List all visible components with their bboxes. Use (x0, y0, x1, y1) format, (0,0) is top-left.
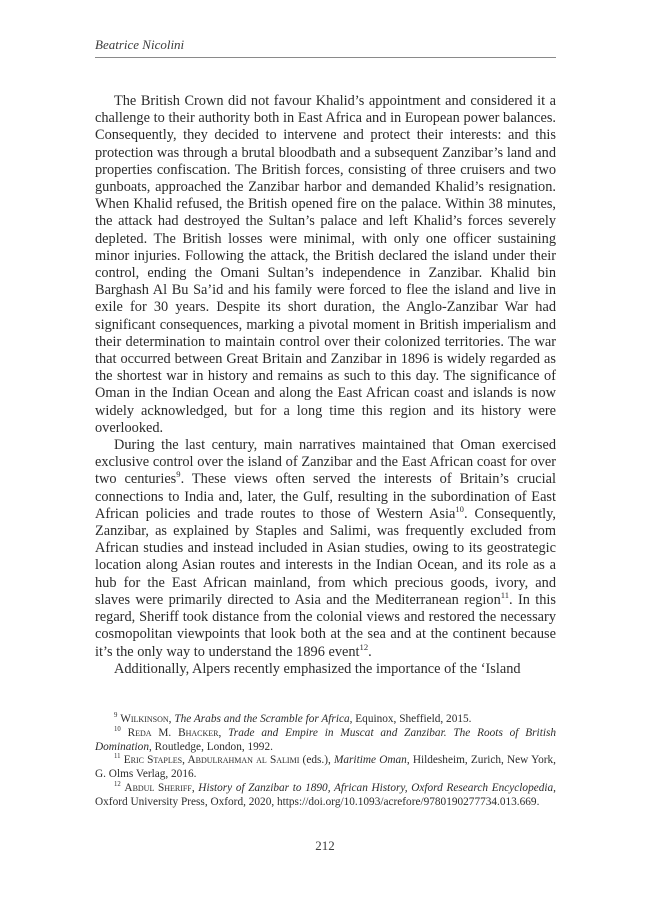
footnote-ref-11[interactable]: 11 (500, 590, 510, 601)
footnote-12 (95, 782, 556, 810)
footnote-author: Eric Staples, Abdulrahman al Salimi (123, 754, 300, 767)
footnote-10 (95, 727, 556, 755)
footnote-title: Maritime Oman (333, 754, 407, 767)
footnote-ref-12[interactable]: 12 (359, 641, 369, 652)
footnote-number: 11 (114, 753, 121, 761)
footnote-number: 9 (114, 712, 118, 720)
body-text (95, 93, 556, 678)
footnote-number: 10 (114, 726, 121, 734)
paragraph-2-text: . Consequently, Zanzibar, as explained by Staples and Salimi, was frequently excluded from African studies and instead included in Asian studies, owing to its geostrategic location along Asian routes and interests in the Indian Ocean, and its role as a hub for the East African mainland, from which precious goods, ivory, and slaves were primarily directed to Asia and the Mediterranean region (95, 505, 556, 608)
footnotes (95, 713, 556, 810)
header-rule (95, 57, 556, 58)
footnote-separator: , (168, 713, 175, 725)
footnote-ref-9[interactable]: 9 (176, 469, 181, 480)
footnote-author: Abdul Sheriff (124, 781, 192, 794)
footnote-title: The Arabs and the Scramble for Africa (174, 713, 350, 725)
paragraph-3: Additionally, Alpers recently emphasized the importance of the ‘Island (114, 660, 521, 677)
footnote-ref-10[interactable]: 10 (455, 504, 464, 515)
footnote-separator: , (191, 781, 199, 794)
paragraph-2-text: . (368, 643, 372, 660)
footnote-11 (95, 754, 556, 782)
footnote-9 (95, 713, 556, 727)
footnote-separator: , (218, 726, 229, 739)
footnote-separator: (eds.), (299, 754, 334, 767)
paragraph-2 (95, 437, 556, 661)
footnote-publication: , Oxford University Press, Oxford, 2020, https://doi.org/10.1093/acrefore/9780190277734.013.669. (95, 781, 556, 808)
paragraph-2-text: . In this regard, Sheriff took distance from the colonial views and restored the necessary cosmopolitan viewpoints that look both at the sea and at the continent because it’s the only way to understand the 1896 event (95, 591, 556, 660)
paragraph-1: The British Crown did not favour Khalid’s appointment and considered it a challenge to their authority both in East Africa and in European power balances. Consequently, they decided to intervene and protect their interests: and this protection was through a brutal bloodbath and a subsequent Zanzibar’s land and properties confiscation. The British forces, consisting of three cruisers and two gunboats, approached the Zanzibar harbor and demanded Khalid’s resignation. When Khalid refused, the British opened fire on the palace. Within 38 minutes, the attack had destroyed the Sultan’s palace and left Khalid’s forces severely depleted. The British losses were minimal, with only one officer sustaining minor injuries. Following the attack, the British declared the island under their control, ending the Omani Sultan’s independence in Zanzibar. Khalid bin Barghash Al Bu Sa’id and his family were forced to flee the island and live in exile for 30 years. Despite its short duration, the Anglo-Zanzibar War had significant consequences, marking a pivotal moment in British imperialism and their determination to maintain control over their colonized territories. The war that occurred between Great Britain and Zanzibar in 1896 is widely regarded as the shortest war in history and remains as such to this day. The significance of Oman in the Indian Ocean and along the East African coast and islands is now widely acknowledged, but for a long time this region and its history were overlooked. (95, 93, 556, 436)
footnote-publication: , Hildesheim, Zurich, New York, G. Olms Verlag, 2016. (95, 754, 557, 781)
paragraph-2-text: . These views often served the interests of Britain’s crucial connections to India and, later, the Gulf, resulting in the subordination of East African policies and trade routes to those of Western Asia (95, 471, 556, 522)
footnote-publication: , Equinox, Sheffield, 2015. (349, 713, 472, 725)
footnote-author: Wilkinson (120, 713, 169, 725)
running-head: Beatrice Nicolini (95, 37, 185, 52)
paragraph-2-text: During the last century, main narratives maintained that Oman exercised exclusive control over the island of Zanzibar and the East African coast for over two centuries (95, 437, 556, 488)
footnote-publication: , Routledge, London, 1992. (148, 740, 273, 753)
footnote-author: Reda M. Bhacker (127, 726, 219, 739)
footnote-title: Trade and Empire in Muscat and Zanzibar. The Roots of British Domination (95, 726, 557, 753)
footnote-number: 12 (114, 781, 121, 789)
footnote-title: History of Zanzibar to 1890, African History, Oxford Research Encyclopedia (198, 781, 554, 794)
page-number: 212 (315, 838, 335, 853)
